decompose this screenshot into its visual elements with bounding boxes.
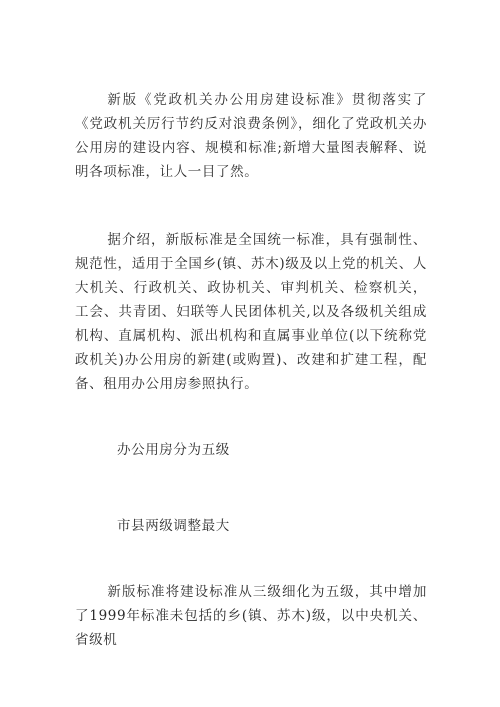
paragraph-levels: 新版标准将建设标准从三级细化为五级，其中增加了1999年标准未包括的乡(镇、苏木)级，以中央机关、省级机 — [75, 584, 427, 648]
section-heading-city-county: 市县两级调整最大 — [117, 518, 230, 534]
section-heading-five-levels: 办公用房分为五级 — [117, 442, 230, 458]
paragraph-intro: 新版《党政机关办公用房建设标准》贯彻落实了《党政机关厉行节约反对浪费条例》，细化了党政机关办公用房的建设内容、规模和标准;新增大量图表解释、说明各项标准，让人一目了然。 — [75, 92, 427, 180]
paragraph-scope: 据介绍，新版标准是全国统一标准，具有强制性、规范性，适用于全国乡(镇、苏木)级及以上党的机关、人大机关、行政机关、政协机关、审判机关、检察机关，工会、共青团、妇联等人民团体机关,以及各级机关组成机构、直属机构、派出机构和直属事业单位(以下统称党政机关)办公用房的新建(或购置)、改建和扩建工程，配备、租用办公用房参照执行。 — [75, 232, 427, 392]
